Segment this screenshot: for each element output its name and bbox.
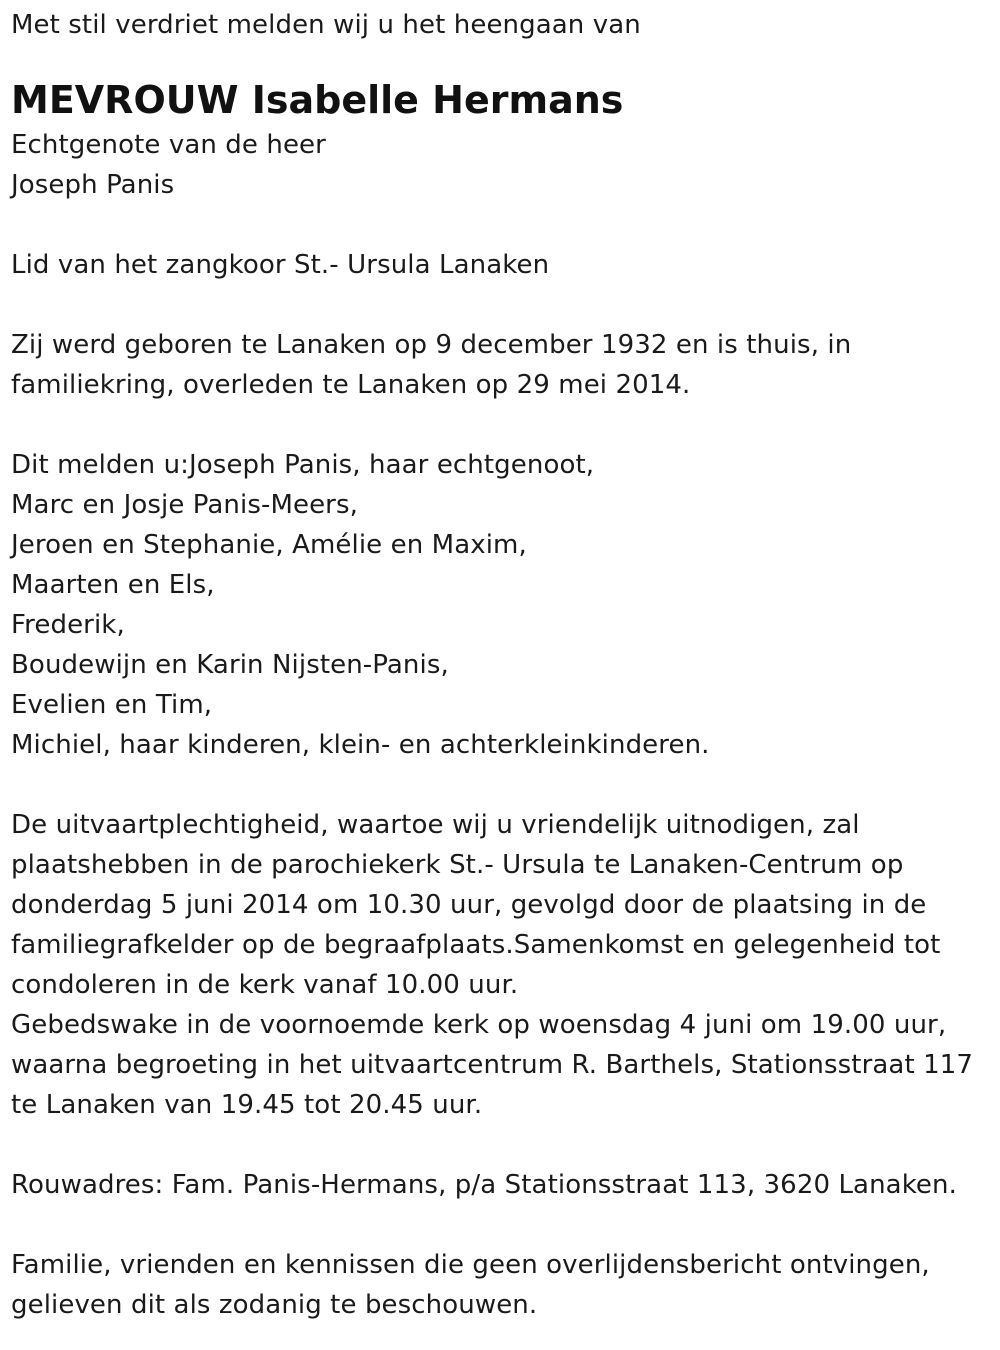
- spacer: [11, 285, 996, 325]
- closing-line: gelieven dit als zodanig te beschouwen.: [11, 1290, 538, 1320]
- spacer: [11, 205, 996, 245]
- family-line: Boudewijn en Karin Nijsten-Panis,: [11, 650, 449, 680]
- family-line: Michiel, haar kinderen, klein- en achterkleinkinderen.: [11, 730, 710, 760]
- ceremony-line: condoleren in de kerk vanaf 10.00 uur.: [11, 970, 519, 1000]
- obituary-notice: [11, 0, 996, 1325]
- family-line: Marc en Josje Panis-Meers,: [11, 490, 358, 520]
- birth-death-line: familiekring, overleden te Lanaken op 29 mei 2014.: [11, 370, 691, 400]
- closing-line: Familie, vrienden en kennissen die geen overlijdensbericht ontvingen,: [11, 1250, 930, 1280]
- intro-text: Met stil verdriet melden wij u het heengaan van: [11, 10, 641, 40]
- deceased-name: MEVROUW Isabelle Hermans: [11, 78, 624, 122]
- ceremony-line: waarna begroeting in het uitvaartcentrum R. Barthels, Stationsstraat 117: [11, 1050, 974, 1080]
- mourning-address: Rouwadres: Fam. Panis-Hermans, p/a Stationsstraat 113, 3620 Lanaken.: [11, 1170, 957, 1200]
- spacer: [11, 765, 996, 805]
- family-line: Frederik,: [11, 610, 125, 640]
- family-line: Dit melden u:Joseph Panis, haar echtgenoot,: [11, 450, 595, 480]
- ceremony-line: te Lanaken van 19.45 tot 20.45 uur.: [11, 1090, 483, 1120]
- birth-death-line: Zij werd geboren te Lanaken op 9 december 1932 en is thuis, in: [11, 330, 852, 360]
- ceremony-line: De uitvaartplechtigheid, waartoe wij u vriendelijk uitnodigen, zal: [11, 810, 860, 840]
- ceremony-line: donderdag 5 juni 2014 om 10.30 uur, gevolgd door de plaatsing in de: [11, 890, 927, 920]
- spouse-line: Echtgenote van de heer: [11, 130, 326, 160]
- spacer: [11, 1205, 996, 1245]
- family-line: Evelien en Tim,: [11, 690, 213, 720]
- family-line: Maarten en Els,: [11, 570, 215, 600]
- spacer: [11, 405, 996, 445]
- ceremony-line: Gebedswake in de voornoemde kerk op woensdag 4 juni om 19.00 uur,: [11, 1010, 947, 1040]
- spacer: [11, 1125, 996, 1165]
- ceremony-line: plaatshebben in de parochiekerk St.- Ursula te Lanaken-Centrum op: [11, 850, 904, 880]
- membership-text: Lid van het zangkoor St.- Ursula Lanaken: [11, 250, 550, 280]
- family-line: Jeroen en Stephanie, Amélie en Maxim,: [11, 530, 527, 560]
- spouse-name: Joseph Panis: [11, 170, 175, 200]
- ceremony-line: familiegrafkelder op de begraafplaats.Samenkomst en gelegenheid tot: [11, 930, 941, 960]
